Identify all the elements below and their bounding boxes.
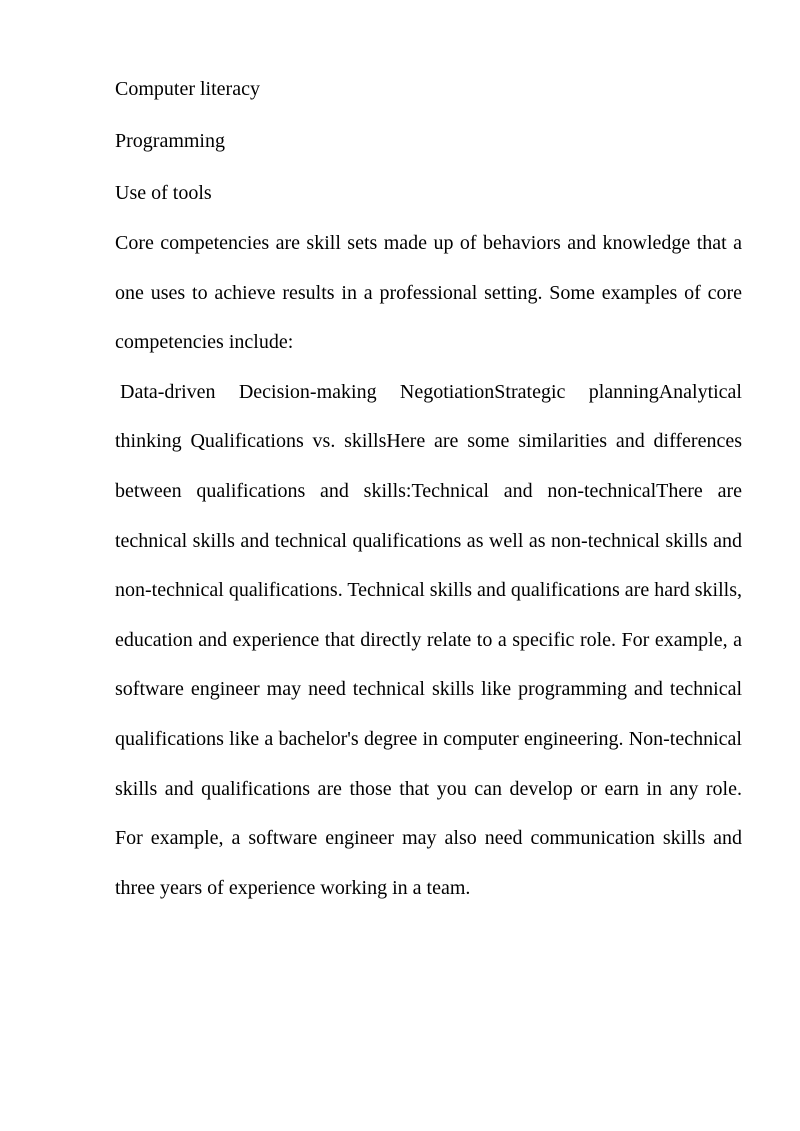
paragraph-core-competencies: Core competencies are skill sets made up of behaviors and knowledge that a one uses to achieve results in a professional setting. Some examples of core competencies include: (115, 232, 742, 354)
list-item: Programming (115, 130, 225, 152)
list-item: Computer literacy (115, 78, 260, 100)
list-item: Use of tools (115, 182, 212, 204)
document-body (115, 73, 742, 913)
paragraph-qualifications-vs-skills: Data-driven Decision-making NegotiationStrategic planningAnalytical thinking Qualifications vs. skillsHere are some similarities and differences between qualifications and skills:Technical and non-technicalThere are technical skills and technical qualifications as well as non-technical skills and non-technical qualifications. Technical skills and qualifications are hard skills, education and experience that directly relate to a specific role. For example, a software engineer may need technical skills like programming and technical qualifications like a bachelor's degree in computer engineering. Non-technical skills and qualifications are those that you can develop or earn in any role. For example, a software engineer may also need communication skills and three years of experience working in a team. (115, 380, 742, 899)
